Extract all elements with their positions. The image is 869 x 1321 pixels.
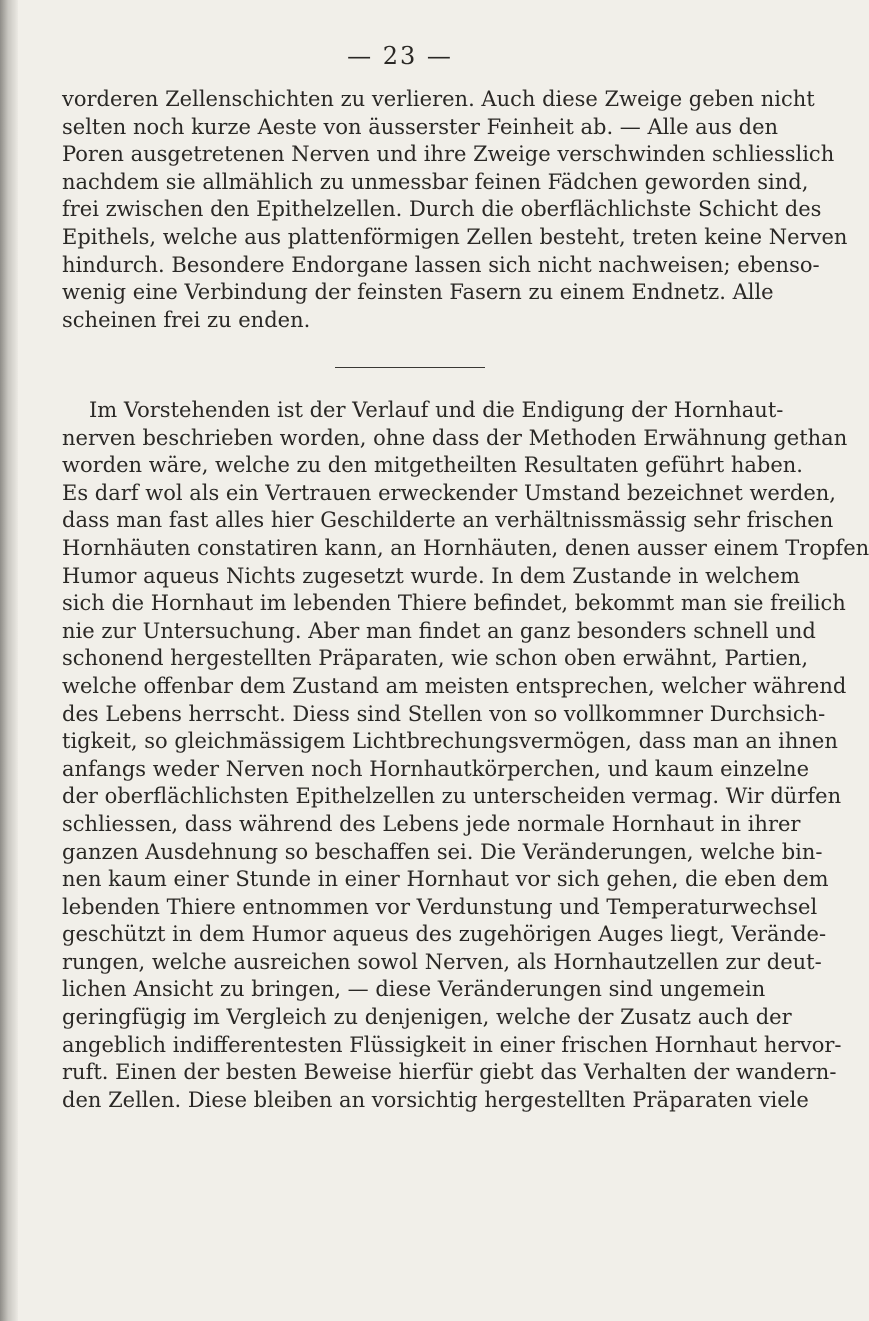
page-number: — 23 — (347, 42, 453, 70)
text-line: dass man fast alles hier Geschilderte an verhältnissmässig sehr frischen (62, 508, 834, 533)
text-line: nerven beschrieben worden, ohne dass der Methoden Erwähnung gethan (62, 425, 848, 450)
text-line: worden wäre, welche zu den mitgetheilten Resultaten geführt haben. (62, 453, 803, 478)
text-line: Poren ausgetretenen Nerven und ihre Zweige verschwinden schliesslich (62, 142, 835, 167)
text-line: Im Vorstehenden ist der Verlauf und die Endigung der Hornhaut- (89, 398, 784, 422)
text-line: anfangs weder Nerven noch Hornhautkörperchen, und kaum einzelne (62, 756, 809, 781)
text-line: den Zellen. Diese bleiben an vorsichtig hergestellten Präparaten viele (62, 1087, 809, 1112)
text-line: Hornhäuten constatiren kann, an Hornhäuten, denen ausser einem Tropfen (62, 535, 869, 560)
text-line: rungen, welche ausreichen sowol Nerven, als Hornhautzellen zur deut- (62, 949, 822, 974)
text-line: Epithels, welche aus plattenförmigen Zellen besteht, treten keine Nerven (62, 224, 848, 249)
text-line: lebenden Thiere entnommen vor Verdunstung und Temperaturwechsel (62, 894, 818, 919)
paragraph-2 (62, 397, 869, 1114)
text-line: nachdem sie allmählich zu unmessbar feinen Fädchen geworden sind, (62, 169, 809, 194)
text-line: vorderen Zellenschichten zu verlieren. Auch diese Zweige geben nicht (62, 87, 815, 111)
text-line: schonend hergestellten Präparaten, wie schon oben erwähnt, Partien, (62, 646, 809, 671)
text-line: hindurch. Besondere Endorgane lassen sich nicht nachweisen; ebenso- (62, 252, 820, 277)
text-line: nen kaum einer Stunde in einer Hornhaut vor sich gehen, die eben dem (62, 867, 829, 892)
text-line: wenig eine Verbindung der feinsten Fasern zu einem Endnetz. Alle (62, 280, 774, 305)
text-line: angeblich indifferentesten Flüssigkeit in einer frischen Hornhaut hervor- (62, 1032, 842, 1057)
text-line: Es darf wol als ein Vertrauen erweckender Umstand bezeichnet werden, (62, 480, 836, 505)
text-line: lichen Ansicht zu bringen, — diese Veränderungen sind ungemein (62, 977, 766, 1002)
paragraph-1 (62, 86, 848, 334)
text-line: selten noch kurze Aeste von äusserster Feinheit ab. — Alle aus den (62, 114, 779, 139)
text-line: scheinen frei zu enden. (62, 307, 311, 332)
text-line: nie zur Untersuchung. Aber man findet an ganz besonders schnell und (62, 618, 816, 643)
text-line: tigkeit, so gleichmässigem Lichtbrechungsvermögen, dass man an ihnen (62, 729, 838, 754)
text-line: der oberflächlichsten Epithelzellen zu unterscheiden vermag. Wir dürfen (62, 784, 842, 809)
section-separator-rule (335, 367, 485, 368)
text-line: Humor aqueus Nichts zugesetzt wurde. In dem Zustande in welchem (62, 563, 800, 588)
text-line: geringfügig im Vergleich zu denjenigen, welche der Zusatz auch der (62, 1005, 792, 1030)
book-spine-shadow (0, 0, 18, 1321)
text-line: geschützt in dem Humor aqueus des zugehörigen Auges liegt, Verände- (62, 922, 827, 947)
text-line: welche offenbar dem Zustand am meisten entsprechen, welcher während (62, 673, 847, 698)
text-line: sich die Hornhaut im lebenden Thiere befindet, bekommt man sie freilich (62, 591, 846, 616)
text-line: ruft. Einen der besten Beweise hierfür giebt das Verhalten der wandern- (62, 1060, 837, 1085)
text-line: frei zwischen den Epithelzellen. Durch die oberflächlichste Schicht des (62, 197, 822, 222)
text-line: ganzen Ausdehnung so beschaffen sei. Die Veränderungen, welche bin- (62, 839, 823, 864)
text-line: des Lebens herrscht. Diess sind Stellen von so vollkommner Durchsich- (62, 701, 826, 726)
text-line: schliessen, dass während des Lebens jede normale Hornhaut in ihrer (62, 811, 801, 836)
